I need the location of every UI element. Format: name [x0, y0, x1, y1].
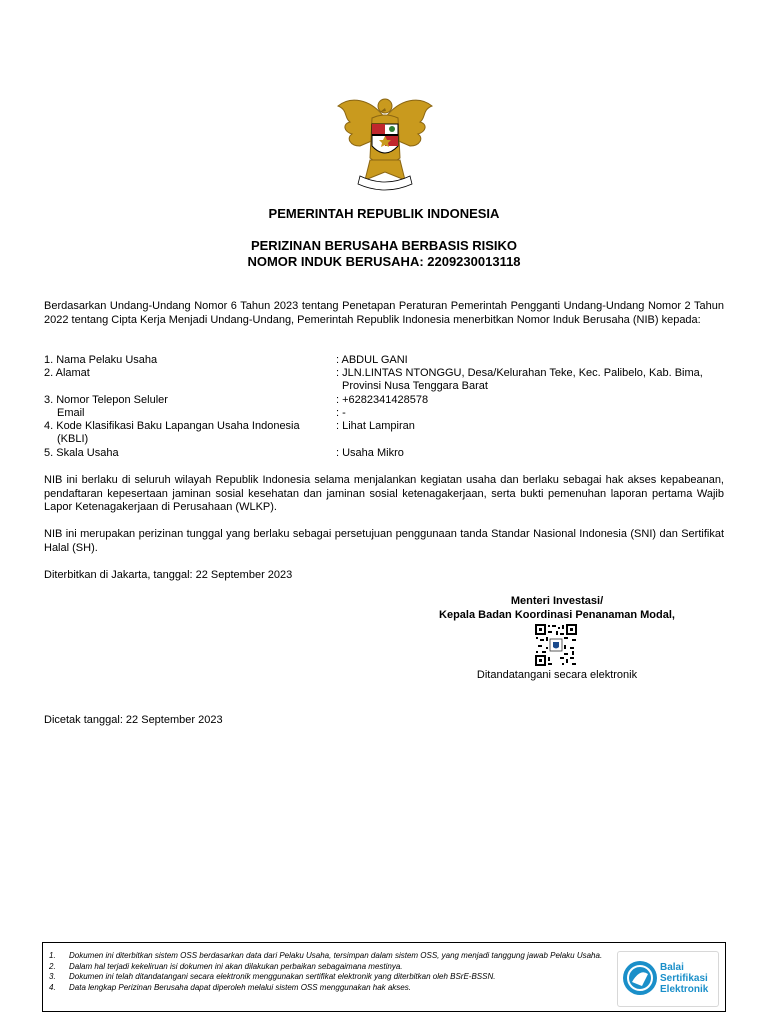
field-email: [44, 407, 734, 421]
field-phone: [44, 394, 734, 408]
field-kbli: [44, 420, 734, 448]
footer-note: 4. Data lengkap Perizinan Berusaha dapat diperoleh melalui sistem OSS menggunakan hak akses.: [49, 982, 411, 992]
field-value: : -: [336, 407, 346, 419]
nib-number: NOMOR INDUK BERUSAHA: 2209230013118: [247, 254, 521, 269]
nib-license-paragraph: NIB ini merupakan perizinan tunggal yang berlaku sebagai persetujuan penggunaan tanda Standar Nasional Indonesia (SNI) dan Sertifikat Halal (SH).: [44, 528, 724, 554]
footer-note: 2. Dalam hal terjadi kekeliruan isi dokumen ini akan dilakukan perbaikan sebagaimana mestinya.: [49, 961, 403, 971]
field-label: 3. Nomor Telepon Seluler: [44, 394, 168, 406]
issued-date: Diterbitkan di Jakarta, tanggal: 22 September 2023: [44, 569, 293, 581]
footer-notes-box: [42, 942, 726, 1012]
field-value: : JLN.LINTAS NTONGGU, Desa/Kelurahan Teke, Kec. Palibelo, Kab. Bima,: [336, 367, 703, 379]
field-label: 1. Nama Pelaku Usaha: [44, 354, 158, 366]
field-label: Email: [57, 407, 85, 419]
field-label: 4. Kode Klasifikasi Baku Lapangan Usaha Indonesia: [44, 420, 300, 432]
intro-paragraph: Berdasarkan Undang-Undang Nomor 6 Tahun 2023 tentang Penetapan Peraturan Pemerintah Pengganti Undang-Undang Nomor 2 Tahun 2022 tentang Cipta Kerja Menjadi Undang-Undang, Pemerintah Republik Indonesia menerbitkan Nomor Induk Berusaha (NIB) kepada:: [44, 300, 724, 326]
bsre-label: Sertifikasi: [660, 973, 708, 984]
field-value: : ABDUL GANI: [336, 354, 408, 366]
bsre-label: Elektronik: [660, 984, 709, 995]
field-business-scale: [44, 447, 734, 461]
signatory-title: Menteri Investasi/: [510, 595, 604, 607]
field-value: : +6282341428578: [336, 394, 429, 406]
footer-note: 1. Dokumen ini diterbitkan sistem OSS berdasarkan data dari Pelaku Usaha, tersimpan dalam sistem OSS, yang menjadi tanggung jawab Pelaku Usaha.: [49, 951, 603, 960]
document-subtitle: PERIZINAN BERUSAHA BERBASIS RISIKO: [250, 238, 518, 253]
bsre-label: Balai: [660, 962, 684, 973]
bsre-logo: [617, 951, 719, 1007]
printed-date: Dicetak tanggal: 22 September 2023: [44, 714, 223, 726]
field-value: : Lihat Lampiran: [336, 420, 415, 432]
field-value-continued: Provinsi Nusa Tenggara Barat: [342, 380, 488, 392]
bsre-emblem-icon: [622, 960, 658, 996]
field-label-continued: (KBLI): [57, 433, 89, 445]
footer-notes-list: [49, 951, 611, 993]
footer-note: 3. Dokumen ini telah ditandatangani secara elektronik menggunakan sertifikat elektronik yang diterbitkan oleh BSrE-BSSN.: [49, 972, 496, 981]
electronic-signature-note: Ditandatangani secara elektronik: [476, 669, 638, 681]
signatory-office: Kepala Badan Koordinasi Penanaman Modal,: [439, 609, 675, 621]
nib-validity-paragraph: NIB ini berlaku di seluruh wilayah Republik Indonesia selama menjalankan kegiatan usaha dan berlaku sebagai hak akses kepabeanan, pendaftaran kepesertaan jaminan sosial kesehatan dan jaminan sosial ketenagakerjaan, serta bukti pemenuhan laporan pertama Wajib Lapor Ketenagakerjaan di Perusahaan (WLKP).: [44, 474, 724, 513]
qr-code-icon: [534, 623, 578, 667]
field-label: 5. Skala Usaha: [44, 447, 119, 459]
field-business-name: [44, 354, 734, 368]
page-title: PEMERINTAH REPUBLIK INDONESIA: [268, 206, 500, 221]
field-value: : Usaha Mikro: [336, 447, 404, 459]
garuda-emblem-icon: [330, 88, 440, 196]
field-label: 2. Alamat: [44, 367, 90, 379]
field-address: [44, 367, 734, 395]
